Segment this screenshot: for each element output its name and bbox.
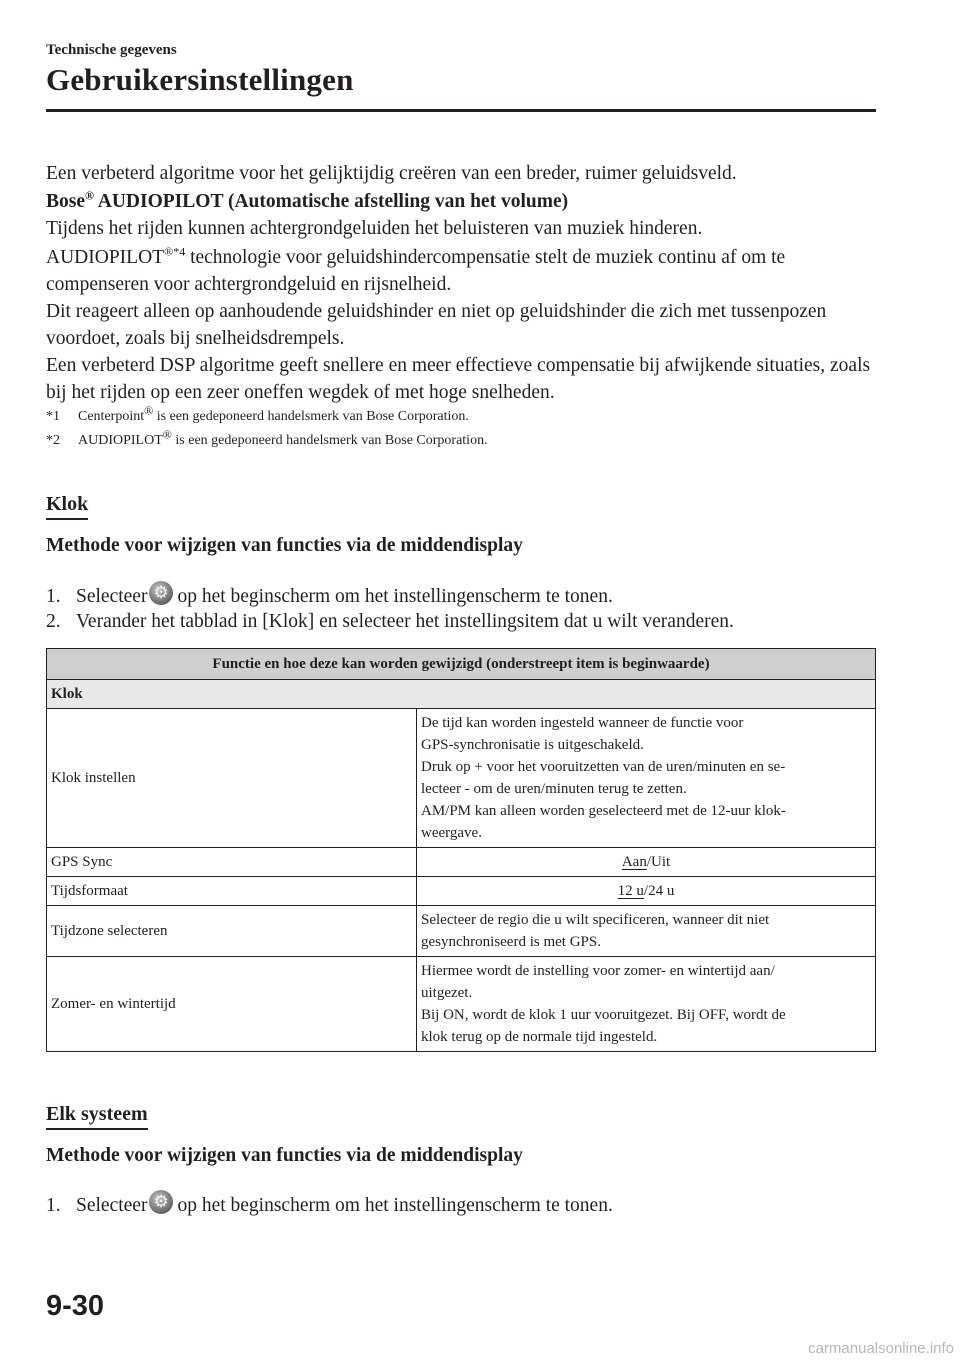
default-option: Aan bbox=[621, 854, 647, 870]
footnote-1: *1 Centerpoint® is een gedeponeerd handelsmerk van Bose Corporation. bbox=[46, 403, 469, 424]
page-number: 9-30 bbox=[46, 1290, 105, 1322]
row-description: Selecteer de regio die u wilt specificeren, wanneer dit niet gesynchroniseerd is met GPS. bbox=[417, 906, 876, 957]
elk-step-1: 1. Selecteer⚙ op het beginscherm om het instellingenscherm te tonen. bbox=[46, 1190, 876, 1219]
audiopilot-heading: Bose® AUDIOPILOT (Automatische afstelling van het volume) bbox=[46, 188, 569, 212]
row-label: Zomer- en wintertijd bbox=[47, 957, 417, 1052]
row-label: Tijdzone selecteren bbox=[47, 906, 417, 957]
title-rule bbox=[46, 109, 876, 112]
row-label: Klok instellen bbox=[47, 709, 417, 848]
klok-step-2: 2. Verander het tabblad in [Klok] en selecteer het instellingsitem dat u wilt veranderen. bbox=[46, 611, 734, 632]
row-description: De tijd kan worden ingesteld wanneer de functie voor GPS-synchronisatie is uitgeschakeld. Druk op + voor het vooruitzetten van de uren/minuten en se- lecteer - om de uren/minuten terug te zetten. AM/PM kan alleen worden geselecteerd met de 12-uur klok- weergave. bbox=[417, 709, 876, 848]
table-row bbox=[47, 877, 876, 906]
settings-table bbox=[46, 648, 876, 1052]
table-row bbox=[47, 709, 876, 848]
table-header: Functie en hoe deze kan worden gewijzigd (onderstreept item is beginwaarde) bbox=[47, 649, 876, 680]
audiopilot-p4: Een verbeterd DSP algoritme geeft snellere en meer effectieve compensatie bij afwijkende situaties, zoals bij het rijden op een zeer oneffen wegdek of met hoge snelheden. bbox=[46, 355, 871, 403]
row-options: 12 u/24 u bbox=[417, 877, 876, 906]
row-options: Aan/Uit bbox=[417, 848, 876, 877]
footnote-2: *2 AUDIOPILOT® is een gedeponeerd handelsmerk van Bose Corporation. bbox=[46, 427, 488, 448]
klok-step-1: 1. Selecteer⚙ op het beginscherm om het instellingenscherm te tonen. bbox=[46, 581, 876, 610]
row-label: GPS Sync bbox=[47, 848, 417, 877]
default-option: 12 u bbox=[617, 883, 644, 899]
klok-method: Methode voor wijzigen van functies via de middendisplay bbox=[46, 535, 523, 556]
page-title: Gebruikersinstellingen bbox=[46, 62, 354, 97]
section-kicker: Technische gegevens bbox=[46, 42, 177, 58]
gear-icon bbox=[149, 581, 173, 605]
table-row bbox=[47, 848, 876, 877]
row-label: Tijdsformaat bbox=[47, 877, 417, 906]
elk-systeem-heading: Elk systeem bbox=[46, 1102, 148, 1130]
audiopilot-p3: Dit reageert alleen op aanhoudende geluidshinder en niet op geluidshinder die zich met tussenpozen voordoet, zoals bij snelheidsdrempels. bbox=[46, 301, 827, 349]
table-row bbox=[47, 906, 876, 957]
gear-icon bbox=[149, 1190, 173, 1214]
intro-line: Een verbeterd algoritme voor het gelijktijdig creëren van een breder, ruimer geluidsveld. bbox=[46, 163, 737, 184]
row-description: Hiermee wordt de instelling voor zomer- en wintertijd aan/ uitgezet. Bij ON, wordt de klok 1 uur vooruitgezet. Bij OFF, wordt de klok terug op de normale tijd ingesteld. bbox=[417, 957, 876, 1052]
klok-heading: Klok bbox=[46, 492, 88, 520]
elk-method: Methode voor wijzigen van functies via de middendisplay bbox=[46, 1145, 523, 1166]
audiopilot-p2: $AUDIOPILOT^{®*4}$ technologie voor geluidshindercompensatie stelt de muziek continu af om te compenseren voor achtergrondgeluid en rijsnelheid. bbox=[46, 244, 786, 295]
table-group-klok: Klok bbox=[47, 680, 876, 709]
watermark: carmanualsonline.info bbox=[808, 1340, 954, 1357]
table-row bbox=[47, 957, 876, 1052]
audiopilot-p1: Tijdens het rijden kunnen achtergrondgeluiden het beluisteren van muziek hinderen. bbox=[46, 218, 703, 239]
